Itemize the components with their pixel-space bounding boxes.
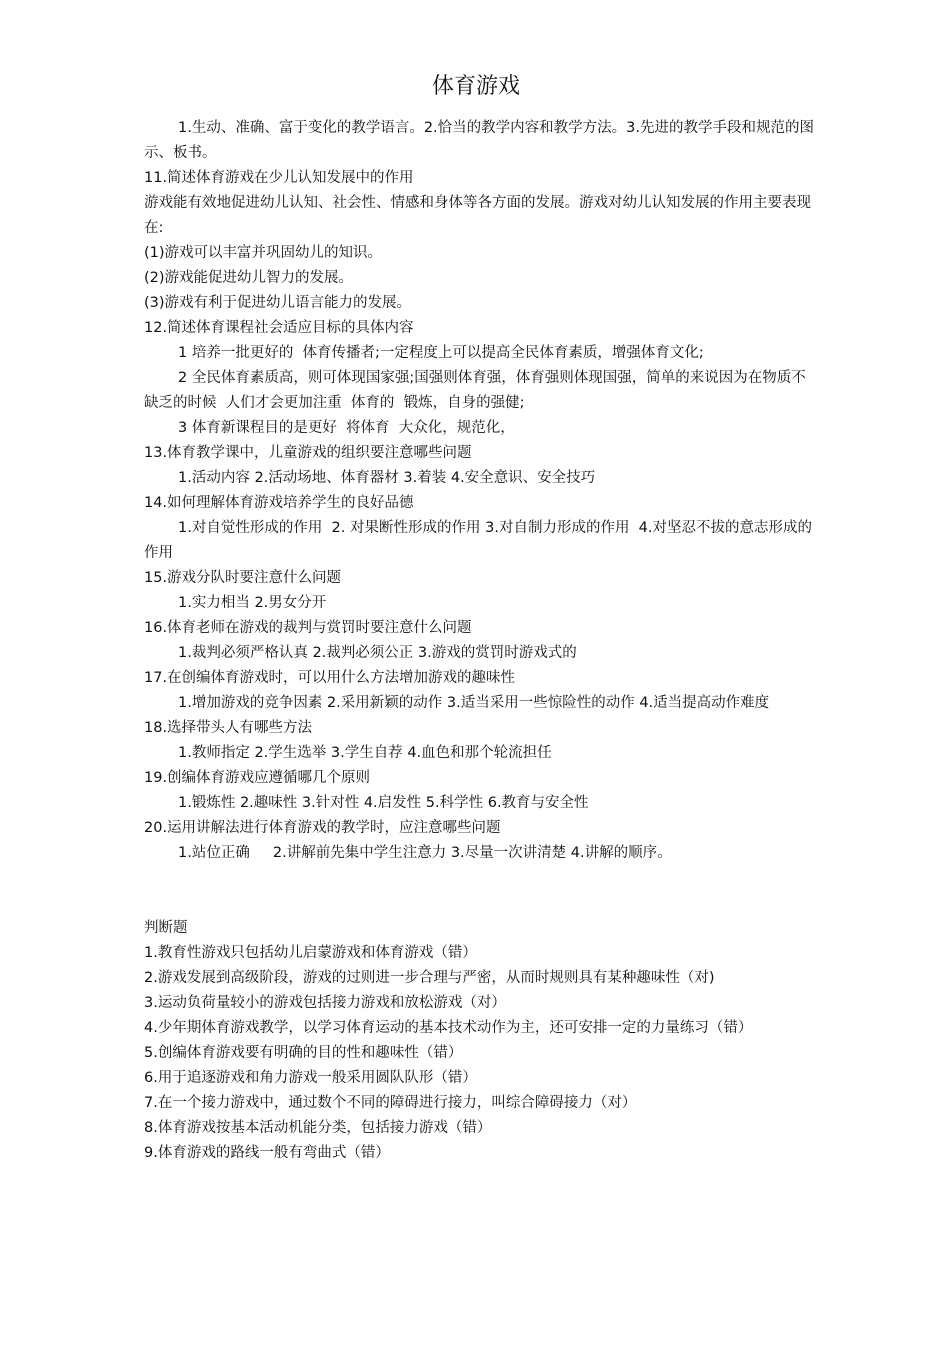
true-false-item: 5.创编体育游戏要有明确的目的性和趣味性（错） (144, 1045, 463, 1061)
answer-paragraph: 1.活动内容 2.活动场地、体育器材 3.着装 4.安全意识、安全技巧 (178, 470, 596, 486)
question-paragraph: 17.在创编体育游戏时，可以用什么方法增加游戏的趣味性 (144, 670, 516, 686)
true-false-item: 3.运动负荷量较小的游戏包括接力游戏和放松游戏（对） (144, 995, 506, 1011)
true-false-item: 9.体育游戏的路线一般有弯曲式（错） (144, 1145, 390, 1161)
true-false-item: 2.游戏发展到高级阶段，游戏的过则进一步合理与严密，从而时规则具有某种趣味性（对) (144, 970, 715, 986)
question-paragraph: 18.选择带头人有哪些方法 (144, 720, 313, 736)
question-paragraph: 14.如何理解体育游戏培养学生的良好品德 (144, 495, 414, 511)
answer-paragraph: 1.实力相当 2.男女分开 (178, 595, 327, 611)
page-title: 体育游戏 (431, 74, 520, 99)
question-paragraph: (3)游戏有利于促进幼儿语言能力的发展。 (144, 295, 412, 311)
answer-paragraph: 1 培养一批更好的 体育传播者;一定程度上可以提高全民体育素质，增强体育文化; (178, 345, 704, 361)
question-paragraph: 13.体育教学课中，儿童游戏的组织要注意哪些问题 (144, 445, 472, 461)
true-false-item: 8.体育游戏按基本活动机能分类，包括接力游戏（错） (144, 1120, 492, 1136)
question-paragraph: 12.简述体育课程社会适应目标的具体内容 (144, 320, 414, 336)
answer-paragraph: 1.生动、准确、富于变化的教学语言。2.恰当的教学内容和教学方法。3.先进的教学手段和规范的图示、板书。 (144, 120, 814, 161)
question-paragraph: 20.运用讲解法进行体育游戏的教学时，应注意哪些问题 (144, 820, 501, 836)
question-paragraph: 16.体育老师在游戏的裁判与赏罚时要注意什么问题 (144, 620, 472, 636)
question-paragraph: 11.简述体育游戏在少儿认知发展中的作用 (144, 170, 414, 186)
true-false-item: 6.用于追逐游戏和角力游戏一般采用圆队队形（错） (144, 1070, 477, 1086)
answer-paragraph: 1.对自觉性形成的作用 2. 对果断性形成的作用 3.对自制力形成的作用 4.对坚忍不拔的意志形成的作用 (144, 520, 812, 561)
true-false-section (144, 941, 814, 1166)
true-false-item: 4.少年期体育游戏教学，以学习体育运动的基本技术动作为主，还可安排一定的力量练习（错） (144, 1020, 753, 1036)
answer-paragraph: 1.锻炼性 2.趣味性 3.针对性 4.启发性 5.科学性 6.教育与安全性 (178, 795, 589, 811)
true-false-heading: 判断题 (144, 920, 188, 936)
question-paragraph: 15.游戏分队时要注意什么问题 (144, 570, 342, 586)
section-spacer (144, 866, 814, 916)
answer-paragraph: 2 全民体育素质高，则可体现国家强;国强则体育强，体育强则体现国强，简单的来说因为在物质不缺乏的时候 人们才会更加注重 体育的 锻炼，自身的强健; (144, 370, 806, 411)
qa-section (144, 116, 814, 866)
document-body (144, 116, 814, 1166)
answer-paragraph: 1.站位正确 2.讲解前先集中学生注意力 3.尽量一次讲清楚 4.讲解的顺序。 (178, 845, 672, 861)
question-paragraph: 游戏能有效地促进幼儿认知、社会性、情感和身体等各方面的发展。游戏对幼儿认知发展的作用主要表现在: (144, 195, 811, 236)
answer-paragraph: 1.裁判必须严格认真 2.裁判必须公正 3.游戏的赏罚时游戏式的 (178, 645, 577, 661)
answer-paragraph: 3 体育新课程目的是更好 将体育 大众化，规范化， (178, 420, 515, 436)
question-paragraph: 19.创编体育游戏应遵循哪几个原则 (144, 770, 371, 786)
answer-paragraph: 1.增加游戏的竞争因素 2.采用新颖的动作 3.适当采用一些惊险性的动作 4.适当提高动作难度 (178, 695, 770, 711)
answer-paragraph: 1.教师指定 2.学生选举 3.学生自荐 4.血色和那个轮流担任 (178, 745, 552, 761)
true-false-item: 7.在一个接力游戏中，通过数个不同的障碍进行接力，叫综合障碍接力（对） (144, 1095, 637, 1111)
question-paragraph: (2)游戏能促进幼儿智力的发展。 (144, 270, 354, 286)
question-paragraph: (1)游戏可以丰富并巩固幼儿的知识。 (144, 245, 383, 261)
true-false-item: 1.教育性游戏只包括幼儿启蒙游戏和体育游戏（错） (144, 945, 477, 961)
